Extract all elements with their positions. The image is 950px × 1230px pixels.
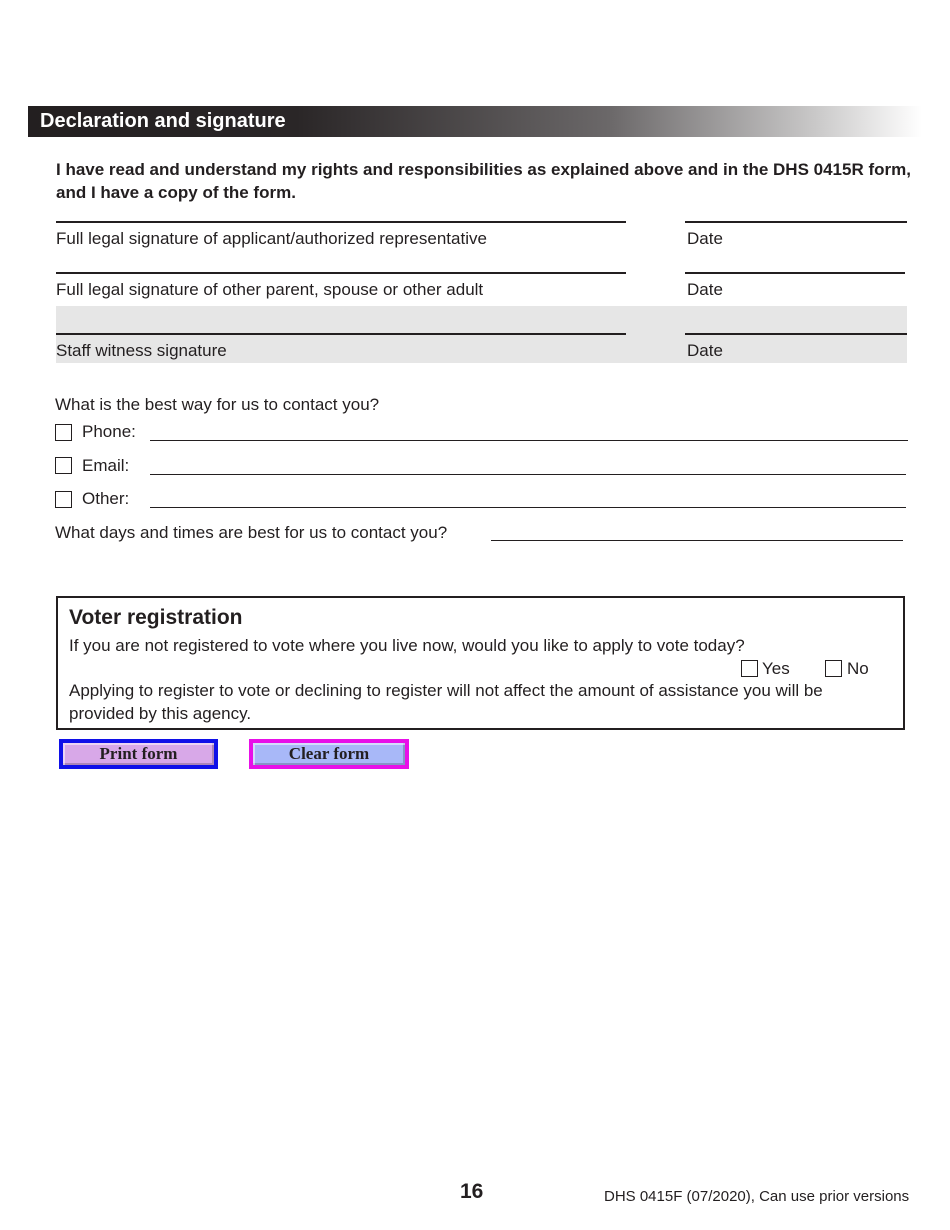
page-number: 16 xyxy=(460,1180,484,1203)
section-title: Declaration and signature xyxy=(40,110,286,132)
other-adult-signature-line[interactable] xyxy=(56,272,626,274)
other-input[interactable] xyxy=(150,507,906,508)
contact-times-input[interactable] xyxy=(491,540,903,541)
voter-question: If you are not registered to vote where you live now, would you like to apply to vote today? xyxy=(69,636,745,655)
voter-no-checkbox[interactable] xyxy=(825,660,842,677)
other-adult-signature-label: Full legal signature of other parent, spouse or other adult xyxy=(56,280,484,299)
staff-witness-date-line[interactable] xyxy=(685,333,907,335)
applicant-signature-label: Full legal signature of applicant/authorized representative xyxy=(56,229,487,248)
contact-question: What is the best way for us to contact you? xyxy=(55,395,380,414)
email-label: Email: xyxy=(82,456,130,475)
voter-registration-box xyxy=(56,596,905,730)
other-checkbox[interactable] xyxy=(55,491,72,508)
email-input[interactable] xyxy=(150,474,906,475)
voter-registration-title: Voter registration xyxy=(69,606,243,629)
print-form-button[interactable]: Print form xyxy=(59,739,218,769)
applicant-date-line[interactable] xyxy=(685,221,907,223)
voter-note: Applying to register to vote or declining to register will not affect the amount of assistance you will be provided by this agency. xyxy=(69,681,823,723)
voter-no-label: No xyxy=(847,659,869,678)
staff-witness-signature-label: Staff witness signature xyxy=(56,341,227,360)
form-identifier: DHS 0415F (07/2020), Can use prior versions xyxy=(604,1188,910,1205)
voter-yes-label: Yes xyxy=(762,659,790,678)
email-checkbox[interactable] xyxy=(55,457,72,474)
other-adult-date-label: Date xyxy=(687,280,723,299)
voter-yes-checkbox[interactable] xyxy=(741,660,758,677)
contact-times-question: What days and times are best for us to contact you? xyxy=(55,523,448,542)
section-header-bar xyxy=(28,106,922,137)
other-label: Other: xyxy=(82,489,130,508)
other-adult-date-line[interactable] xyxy=(685,272,905,274)
staff-witness-date-label: Date xyxy=(687,341,723,360)
phone-checkbox[interactable] xyxy=(55,424,72,441)
staff-witness-signature-line[interactable] xyxy=(56,333,626,335)
phone-label: Phone: xyxy=(82,422,136,441)
phone-input[interactable] xyxy=(150,440,908,441)
declaration-statement: I have read and understand my rights and responsibilities as explained above and in the DHS 0415R form, and I have a copy of the form. xyxy=(56,160,911,202)
applicant-date-label: Date xyxy=(687,229,723,248)
clear-form-button[interactable]: Clear form xyxy=(249,739,409,769)
applicant-signature-line[interactable] xyxy=(56,221,626,223)
